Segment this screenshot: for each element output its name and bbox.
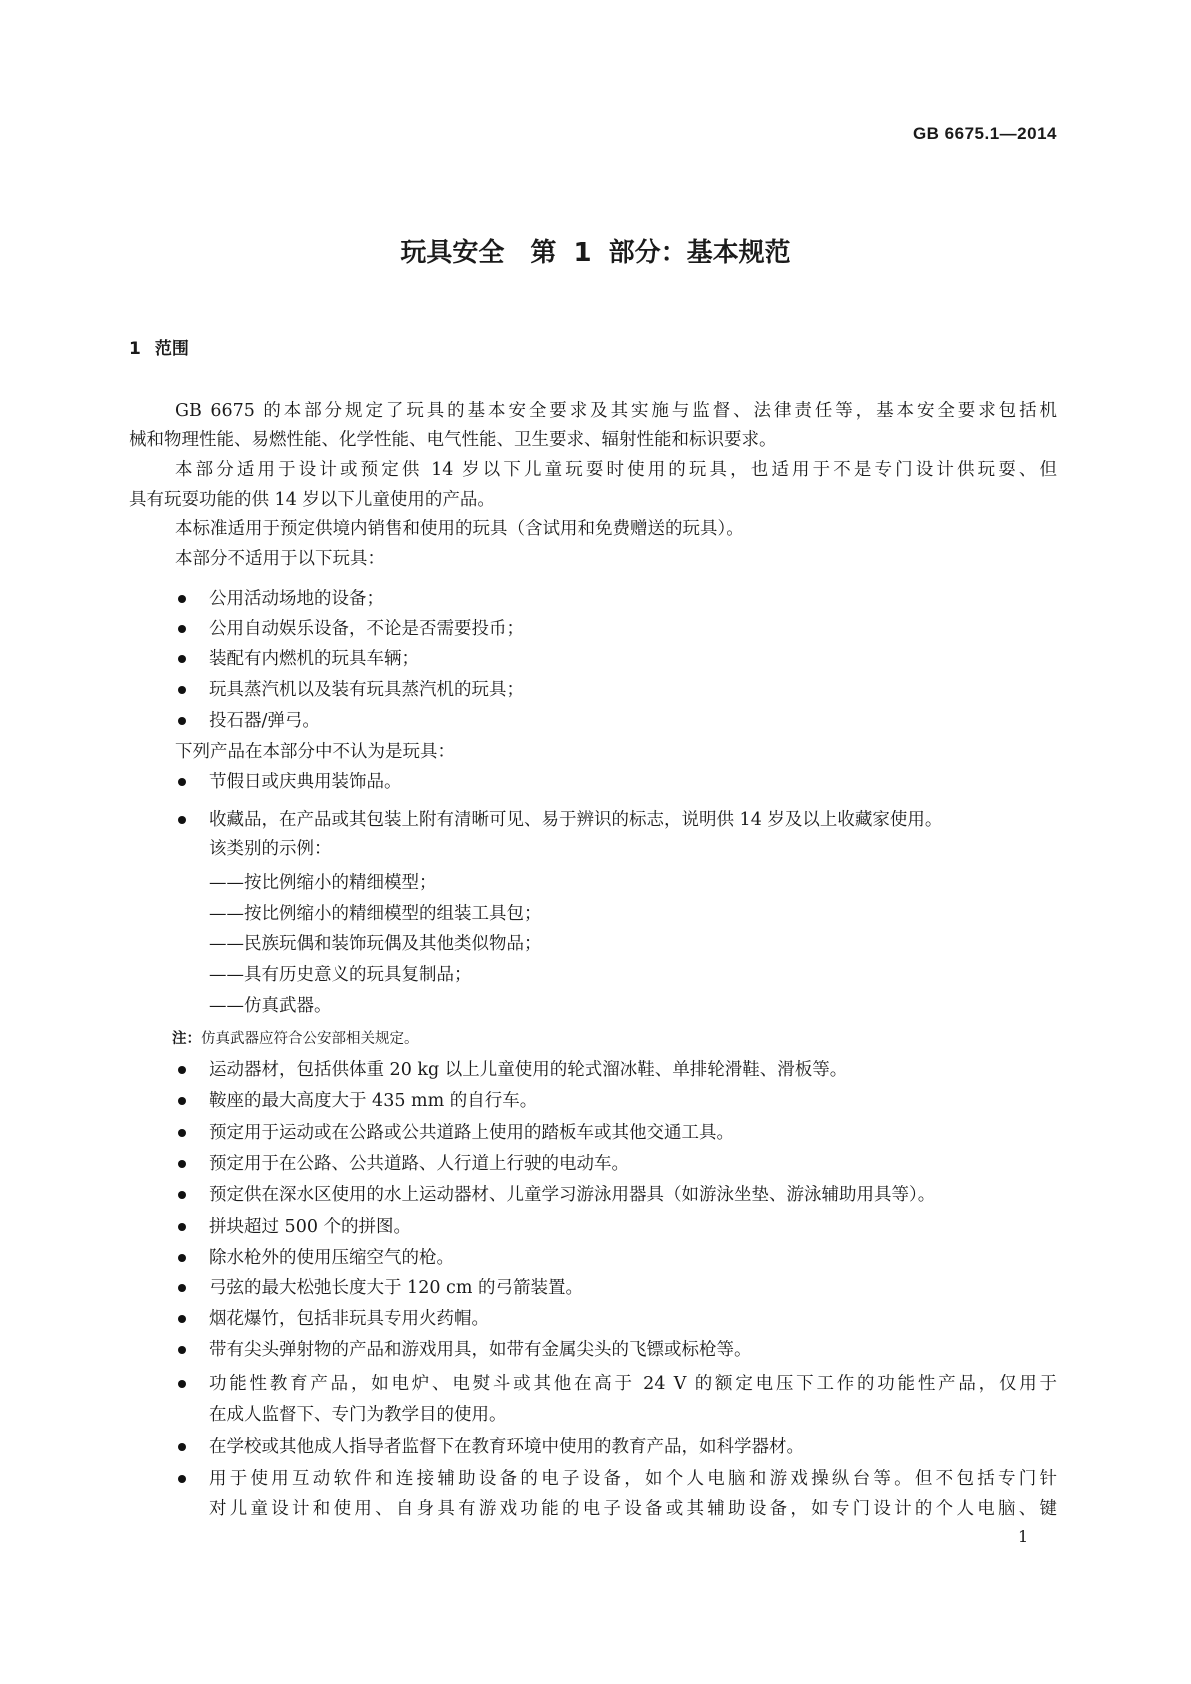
example-item: ——仿真武器。	[209, 996, 332, 1016]
bullet-icon	[178, 778, 186, 786]
list-item: 除水枪外的使用压缩空气的枪。	[209, 1248, 454, 1268]
bullet-icon	[178, 1443, 186, 1451]
section-title: 范围	[154, 339, 189, 359]
example-item: ——按比例缩小的精细模型的组装工具包；	[209, 904, 542, 924]
bullet-icon	[178, 1284, 186, 1292]
paragraph-line: GB 6675 的本部分规定了玩具的基本安全要求及其实施与监督、法律责任等，基本安全要求包括机	[175, 401, 1057, 421]
list-item: 带有尖头弹射物的产品和游戏用具，如带有金属尖头的飞镖或标枪等。	[209, 1340, 752, 1360]
list-item: 公用活动场地的设备；	[209, 589, 384, 609]
bullet-icon	[178, 1475, 186, 1483]
list-item: 收藏品，在产品或其包装上附有清晰可见、易于辨识的标志，说明供 14 岁及以上收藏家使用。	[209, 810, 943, 830]
list-item: 预定用于运动或在公路或公共道路上使用的踏板车或其他交通工具。	[209, 1123, 734, 1143]
section-number: 1	[129, 339, 141, 359]
paragraph: 本部分不适用于以下玩具：	[175, 549, 385, 569]
list-item-continuation: 对儿童设计和使用、自身具有游戏功能的电子设备或其辅助设备，如专门设计的个人电脑、键	[209, 1499, 1057, 1519]
list-item: 装配有内燃机的玩具车辆；	[209, 649, 419, 669]
bullet-icon	[178, 1160, 186, 1168]
bullet-icon	[178, 1346, 186, 1354]
note	[172, 1028, 419, 1050]
list-item: 在学校或其他成人指导者监督下在教育环境中使用的教育产品，如科学器材。	[209, 1437, 804, 1457]
example-item: ——民族玩偶和装饰玩偶及其他类似物品；	[209, 934, 542, 954]
list-item: 玩具蒸汽机以及装有玩具蒸汽机的玩具；	[209, 680, 524, 700]
bullet-icon	[178, 1097, 186, 1105]
bullet-icon	[178, 595, 186, 603]
list-item: 烟花爆竹，包括非玩具专用火药帽。	[209, 1309, 489, 1329]
list-item-continuation: 在成人监督下、专门为教学目的使用。	[209, 1405, 507, 1425]
bullet-icon	[178, 1191, 186, 1199]
paragraph-line: 具有玩耍功能的供 14 岁以下儿童使用的产品。	[129, 490, 495, 510]
bullet-icon	[178, 1380, 186, 1388]
bullet-icon	[178, 1066, 186, 1074]
list-item: 鞍座的最大高度大于 435 mm 的自行车。	[209, 1091, 538, 1111]
paragraph-line: 械和物理性能、易燃性能、化学性能、电气性能、卫生要求、辐射性能和标识要求。	[129, 430, 777, 450]
bullet-icon	[178, 1254, 186, 1262]
bullet-icon	[178, 1223, 186, 1231]
bullet-icon	[178, 655, 186, 663]
example-item: ——按比例缩小的精细模型；	[209, 873, 437, 893]
bullet-icon	[178, 625, 186, 633]
paragraph-line: 本部分适用于设计或预定供 14 岁以下儿童玩耍时使用的玩具，也适用于不是专门设计供玩耍、但	[175, 460, 1057, 480]
list-item: 投石器/弹弓。	[209, 711, 320, 731]
list-item: 预定用于在公路、公共道路、人行道上行驶的电动车。	[209, 1154, 629, 1174]
note-text: 仿真武器应符合公安部相关规定。	[201, 1031, 419, 1047]
list-item: 用于使用互动软件和连接辅助设备的电子设备，如个人电脑和游戏操纵台等。但不包括专门针	[209, 1469, 1057, 1489]
bullet-icon	[178, 686, 186, 694]
list-item: 公用自动娱乐设备，不论是否需要投币；	[209, 619, 524, 639]
standard-number: GB 6675.1—2014	[912, 124, 1057, 143]
page-number: 1	[1018, 1527, 1029, 1546]
bullet-icon	[178, 816, 186, 824]
list-item: 预定供在深水区使用的水上运动器材、儿童学习游泳用器具（如游泳坐垫、游泳辅助用具等）。	[209, 1185, 936, 1205]
list-item-continuation: 该类别的示例：	[209, 839, 332, 859]
list-item: 弓弦的最大松弛长度大于 120 cm 的弓箭装置。	[209, 1278, 583, 1298]
bullet-icon	[178, 1129, 186, 1137]
page-title: 玩具安全 第 1 部分：基本规范	[400, 238, 791, 268]
list-item: 功能性教育产品，如电炉、电熨斗或其他在高于 24 V 的额定电压下工作的功能性产品，仅用于	[209, 1374, 1057, 1394]
note-label: 注：	[172, 1031, 201, 1047]
list-item: 节假日或庆典用装饰品。	[209, 772, 402, 792]
list-item: 运动器材，包括供体重 20 kg 以上儿童使用的轮式溜冰鞋、单排轮滑鞋、滑板等。	[209, 1060, 848, 1080]
paragraph: 本标准适用于预定供境内销售和使用的玩具（含试用和免费赠送的玩具）。	[175, 519, 744, 539]
paragraph: 下列产品在本部分中不认为是玩具：	[175, 742, 455, 762]
bullet-icon	[178, 717, 186, 725]
example-item: ——具有历史意义的玩具复制品；	[209, 965, 472, 985]
section-heading	[129, 334, 189, 359]
bullet-icon	[178, 1315, 186, 1323]
list-item: 拼块超过 500 个的拼图。	[209, 1217, 412, 1237]
